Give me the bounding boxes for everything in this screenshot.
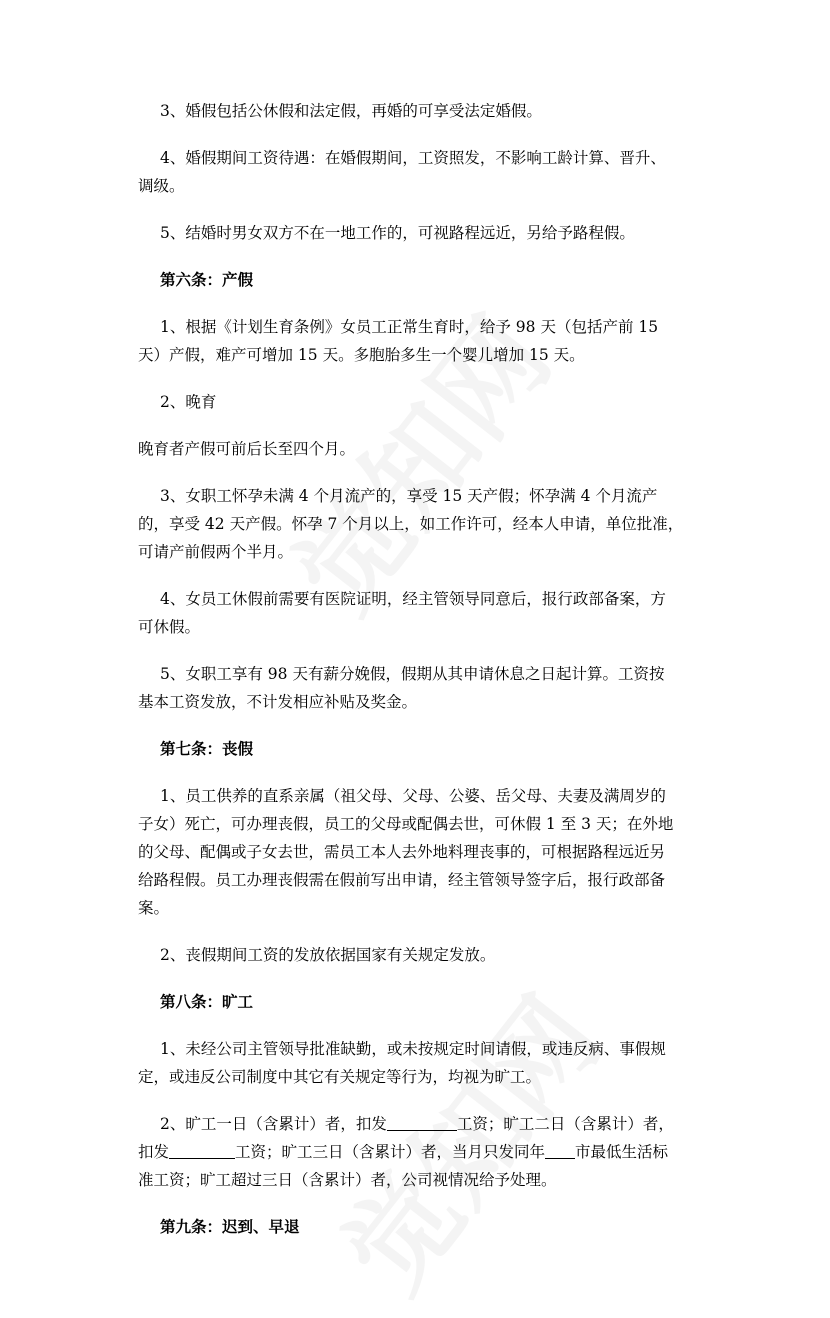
- paragraph: 2、晚育: [160, 393, 217, 411]
- fill-in-blank[interactable]: [169, 1142, 235, 1159]
- paragraph-continuation: 案。: [138, 899, 170, 917]
- paragraph: 1、根据《计划生育条例》女员工正常生育时，给予 98 天（包括产前 15: [160, 318, 659, 336]
- paragraph: 4、婚假期间工资待遇：在婚假期间，工资照发，不影响工龄计算、晋升、: [160, 149, 666, 167]
- document-body: [138, 97, 720, 1241]
- text-run: 工资；旷工三日（含累计）者，当月只发同年: [235, 1143, 546, 1161]
- paragraph-continuation: 给路程假。员工办理丧假需在假前写出申请，经主管领导签字后，报行政部备: [138, 871, 666, 889]
- fill-in-blank[interactable]: [387, 1114, 457, 1131]
- paragraph: [160, 1110, 720, 1138]
- section-heading: 第八条：旷工: [160, 993, 254, 1011]
- fill-in-blank[interactable]: [545, 1142, 575, 1159]
- section-heading: 第七条：丧假: [160, 740, 254, 758]
- paragraph-continuation: 天）产假，难产可增加 15 天。多胞胎多生一个婴儿增加 15 天。: [138, 346, 585, 364]
- text-run: 2、旷工一日（含累计）者，扣发: [160, 1115, 387, 1133]
- paragraph-continuation: 子女）死亡，可办理丧假，员工的父母或配偶去世，可休假 1 至 3 天；在外地: [138, 815, 674, 833]
- paragraph: 4、女员工休假前需要有医院证明，经主管领导同意后，报行政部备案，方: [160, 590, 666, 608]
- section-heading: 第六条：产假: [160, 271, 254, 289]
- text-run: 扣发: [138, 1143, 170, 1161]
- paragraph: 3、婚假包括公休假和法定假，再婚的可享受法定婚假。: [160, 102, 542, 120]
- text-run: 市最低生活标: [575, 1143, 669, 1161]
- paragraph: 晚育者产假可前后长至四个月。: [138, 440, 356, 458]
- paragraph-continuation: 的，享受 42 天产假。怀孕 7 个月以上，如工作许可，经本人申请，单位批准，: [138, 515, 684, 533]
- paragraph-continuation: 的父母、配偶或子女去世，需员工本人去外地料理丧事的，可根据路程远近另: [138, 843, 666, 861]
- section-heading: 第九条：迟到、早退: [160, 1218, 300, 1236]
- text-run: 工资；旷工二日（含累计）者，: [456, 1115, 674, 1133]
- paragraph: 2、丧假期间工资的发放依据国家有关规定发放。: [160, 946, 496, 964]
- paragraph-continuation: [138, 1138, 720, 1166]
- paragraph: 5、结婚时男女双方不在一地工作的，可视路程远近，另给予路程假。: [160, 224, 635, 242]
- paragraph: 5、女职工享有 98 天有薪分娩假，假期从其申请休息之日起计算。工资按: [160, 665, 665, 683]
- paragraph: 1、员工供养的直系亲属（祖父母、父母、公婆、岳父母、夫妻及满周岁的: [160, 787, 666, 805]
- paragraph-continuation: 可休假。: [138, 618, 201, 636]
- paragraph-continuation: 准工资；旷工超过三日（含累计）者，公司视情况给予处理。: [138, 1171, 557, 1189]
- paragraph: 1、未经公司主管领导批准缺勤，或未按规定时间请假，或违反病、事假规: [160, 1040, 666, 1058]
- paragraph-continuation: 基本工资发放，不计发相应补贴及奖金。: [138, 693, 418, 711]
- paragraph: 3、女职工怀孕未满 4 个月流产的，享受 15 天产假；怀孕满 4 个月流产: [160, 487, 658, 505]
- paragraph-continuation: 可请产前假两个半月。: [138, 543, 294, 561]
- paragraph-continuation: 调级。: [138, 177, 185, 195]
- paragraph-continuation: 定，或违反公司制度中其它有关规定等行为，均视为旷工。: [138, 1068, 542, 1086]
